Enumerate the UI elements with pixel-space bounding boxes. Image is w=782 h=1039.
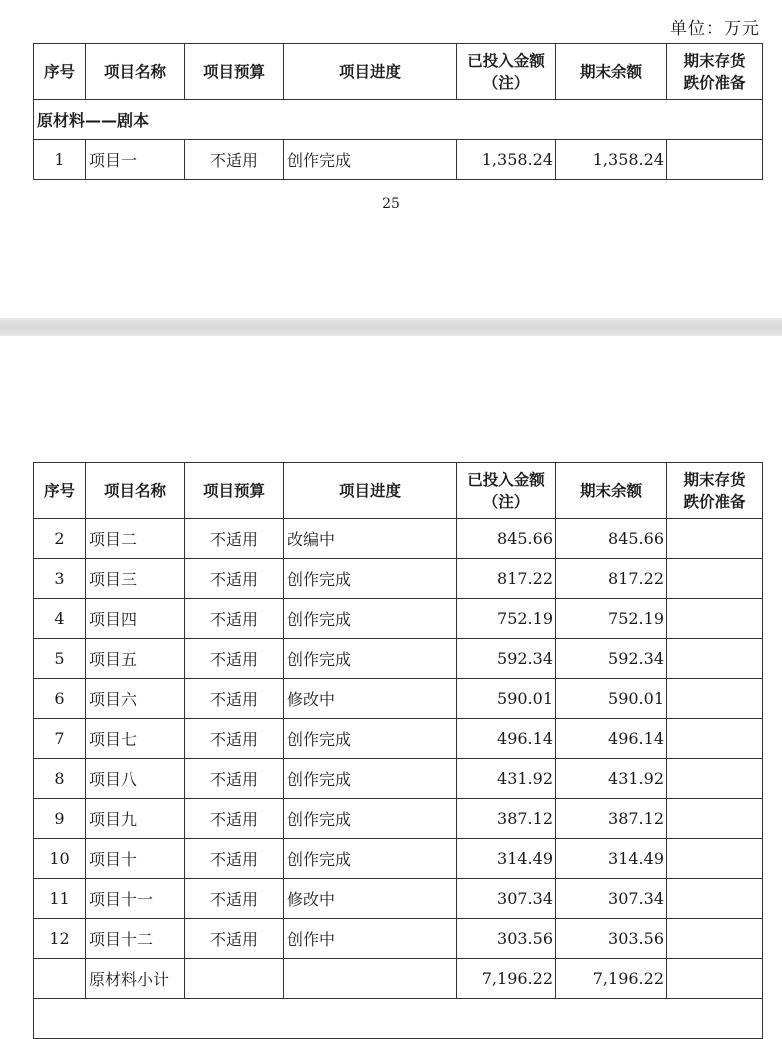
row-seq: 11 bbox=[34, 879, 86, 919]
row-seq: 12 bbox=[34, 919, 86, 959]
row-seq: 4 bbox=[34, 599, 86, 639]
row-balance: 1,358.24 bbox=[556, 140, 667, 180]
header-reserve-line1: 期末存货 bbox=[683, 470, 746, 489]
row-name: 项目二 bbox=[86, 519, 185, 559]
row-balance: 314.49 bbox=[556, 839, 667, 879]
header-reserve-line2: 跌价准备 bbox=[683, 73, 746, 92]
header-seq: 序号 bbox=[34, 44, 86, 100]
row-balance: 592.34 bbox=[556, 639, 667, 679]
row-budget: 不适用 bbox=[185, 719, 284, 759]
row-progress: 创作完成 bbox=[284, 140, 457, 180]
row-progress: 创作完成 bbox=[284, 559, 457, 599]
unit-label: 单位：万元 bbox=[670, 19, 760, 39]
row-name: 项目六 bbox=[86, 679, 185, 719]
table-row bbox=[34, 639, 763, 679]
row-balance: 496.14 bbox=[556, 719, 667, 759]
row-balance: 387.12 bbox=[556, 799, 667, 839]
inventory-table-part1 bbox=[33, 43, 763, 180]
row-budget: 不适用 bbox=[185, 679, 284, 719]
row-budget: 不适用 bbox=[185, 879, 284, 919]
row-balance: 307.34 bbox=[556, 879, 667, 919]
row-name: 项目三 bbox=[86, 559, 185, 599]
table-row bbox=[34, 839, 763, 879]
subtotal-balance: 7,196.22 bbox=[556, 959, 667, 999]
row-invested: 314.49 bbox=[457, 839, 556, 879]
row-invested: 845.66 bbox=[457, 519, 556, 559]
row-invested: 592.34 bbox=[457, 639, 556, 679]
row-budget: 不适用 bbox=[185, 919, 284, 959]
header-ending-balance: 期末余额 bbox=[556, 463, 667, 519]
section-title: 原材料——剧本 bbox=[34, 100, 763, 140]
header-reserve-line2: 跌价准备 bbox=[683, 492, 746, 511]
row-seq: 5 bbox=[34, 639, 86, 679]
row-reserve bbox=[667, 879, 763, 919]
page-25 bbox=[0, 0, 782, 318]
row-progress: 创作完成 bbox=[284, 599, 457, 639]
row-reserve bbox=[667, 140, 763, 180]
subtotal-reserve bbox=[667, 959, 763, 999]
table-row bbox=[34, 559, 763, 599]
header-invested-line1: 已投入金额 bbox=[467, 470, 545, 489]
table-row bbox=[34, 759, 763, 799]
row-balance: 303.56 bbox=[556, 919, 667, 959]
row-seq: 3 bbox=[34, 559, 86, 599]
row-progress: 修改中 bbox=[284, 679, 457, 719]
row-name: 项目十一 bbox=[86, 879, 185, 919]
row-invested: 496.14 bbox=[457, 719, 556, 759]
table-body bbox=[34, 519, 763, 959]
table-row bbox=[34, 679, 763, 719]
header-reserve bbox=[667, 463, 763, 519]
header-invested-line2: （注） bbox=[482, 73, 530, 92]
row-reserve bbox=[667, 919, 763, 959]
row-name: 项目十二 bbox=[86, 919, 185, 959]
table-row bbox=[34, 140, 763, 180]
row-invested: 817.22 bbox=[457, 559, 556, 599]
row-budget: 不适用 bbox=[185, 519, 284, 559]
row-progress: 修改中 bbox=[284, 879, 457, 919]
row-budget: 不适用 bbox=[185, 839, 284, 879]
row-seq: 7 bbox=[34, 719, 86, 759]
row-budget: 不适用 bbox=[185, 759, 284, 799]
table-header-row bbox=[34, 44, 763, 100]
next-row-cell bbox=[34, 999, 763, 1039]
row-invested: 752.19 bbox=[457, 599, 556, 639]
table-header-row bbox=[34, 463, 763, 519]
row-balance: 845.66 bbox=[556, 519, 667, 559]
next-row-partial bbox=[34, 999, 763, 1039]
subtotal-invested: 7,196.22 bbox=[457, 959, 556, 999]
row-invested: 387.12 bbox=[457, 799, 556, 839]
row-name: 项目九 bbox=[86, 799, 185, 839]
header-name: 项目名称 bbox=[86, 44, 185, 100]
row-seq: 9 bbox=[34, 799, 86, 839]
row-name: 项目七 bbox=[86, 719, 185, 759]
row-budget: 不适用 bbox=[185, 799, 284, 839]
header-seq: 序号 bbox=[34, 463, 86, 519]
subtotal-progress bbox=[284, 959, 457, 999]
subtotal-label: 原材料小计 bbox=[86, 959, 185, 999]
row-reserve bbox=[667, 599, 763, 639]
row-budget: 不适用 bbox=[185, 639, 284, 679]
header-invested-line1: 已投入金额 bbox=[467, 51, 545, 70]
row-reserve bbox=[667, 559, 763, 599]
row-budget: 不适用 bbox=[185, 140, 284, 180]
row-reserve bbox=[667, 799, 763, 839]
row-name: 项目五 bbox=[86, 639, 185, 679]
table-row bbox=[34, 799, 763, 839]
row-progress: 创作完成 bbox=[284, 839, 457, 879]
row-seq: 10 bbox=[34, 839, 86, 879]
row-seq: 6 bbox=[34, 679, 86, 719]
row-seq: 2 bbox=[34, 519, 86, 559]
row-progress: 创作完成 bbox=[284, 799, 457, 839]
row-invested: 1,358.24 bbox=[457, 140, 556, 180]
header-name: 项目名称 bbox=[86, 463, 185, 519]
row-seq: 8 bbox=[34, 759, 86, 799]
header-invested bbox=[457, 463, 556, 519]
header-reserve-line1: 期末存货 bbox=[683, 51, 746, 70]
row-progress: 创作完成 bbox=[284, 719, 457, 759]
page-separator bbox=[0, 318, 782, 336]
row-name: 项目一 bbox=[86, 140, 185, 180]
row-reserve bbox=[667, 719, 763, 759]
table-row bbox=[34, 519, 763, 559]
table-row bbox=[34, 719, 763, 759]
row-budget: 不适用 bbox=[185, 599, 284, 639]
row-progress: 改编中 bbox=[284, 519, 457, 559]
row-reserve bbox=[667, 639, 763, 679]
table-row bbox=[34, 879, 763, 919]
row-name: 项目八 bbox=[86, 759, 185, 799]
header-budget: 项目预算 bbox=[185, 463, 284, 519]
row-name: 项目十 bbox=[86, 839, 185, 879]
row-progress: 创作中 bbox=[284, 919, 457, 959]
row-invested: 590.01 bbox=[457, 679, 556, 719]
row-reserve bbox=[667, 679, 763, 719]
row-seq: 1 bbox=[34, 140, 86, 180]
row-progress: 创作完成 bbox=[284, 639, 457, 679]
row-name: 项目四 bbox=[86, 599, 185, 639]
row-invested: 303.56 bbox=[457, 919, 556, 959]
row-budget: 不适用 bbox=[185, 559, 284, 599]
table-row bbox=[34, 919, 763, 959]
header-reserve bbox=[667, 44, 763, 100]
page-number: 25 bbox=[382, 196, 400, 212]
header-ending-balance: 期末余额 bbox=[556, 44, 667, 100]
row-balance: 590.01 bbox=[556, 679, 667, 719]
inventory-table-part2 bbox=[33, 462, 763, 1039]
header-invested bbox=[457, 44, 556, 100]
row-reserve bbox=[667, 759, 763, 799]
row-invested: 431.92 bbox=[457, 759, 556, 799]
header-invested-line2: （注） bbox=[482, 492, 530, 511]
subtotal-seq bbox=[34, 959, 86, 999]
table-row bbox=[34, 599, 763, 639]
row-invested: 307.34 bbox=[457, 879, 556, 919]
subtotal-budget bbox=[185, 959, 284, 999]
row-balance: 431.92 bbox=[556, 759, 667, 799]
page-26 bbox=[0, 336, 782, 1016]
header-budget: 项目预算 bbox=[185, 44, 284, 100]
row-progress: 创作完成 bbox=[284, 759, 457, 799]
header-progress: 项目进度 bbox=[284, 44, 457, 100]
row-balance: 752.19 bbox=[556, 599, 667, 639]
row-reserve bbox=[667, 519, 763, 559]
subtotal-row bbox=[34, 959, 763, 999]
row-balance: 817.22 bbox=[556, 559, 667, 599]
row-reserve bbox=[667, 839, 763, 879]
header-progress: 项目进度 bbox=[284, 463, 457, 519]
section-row bbox=[34, 100, 763, 140]
